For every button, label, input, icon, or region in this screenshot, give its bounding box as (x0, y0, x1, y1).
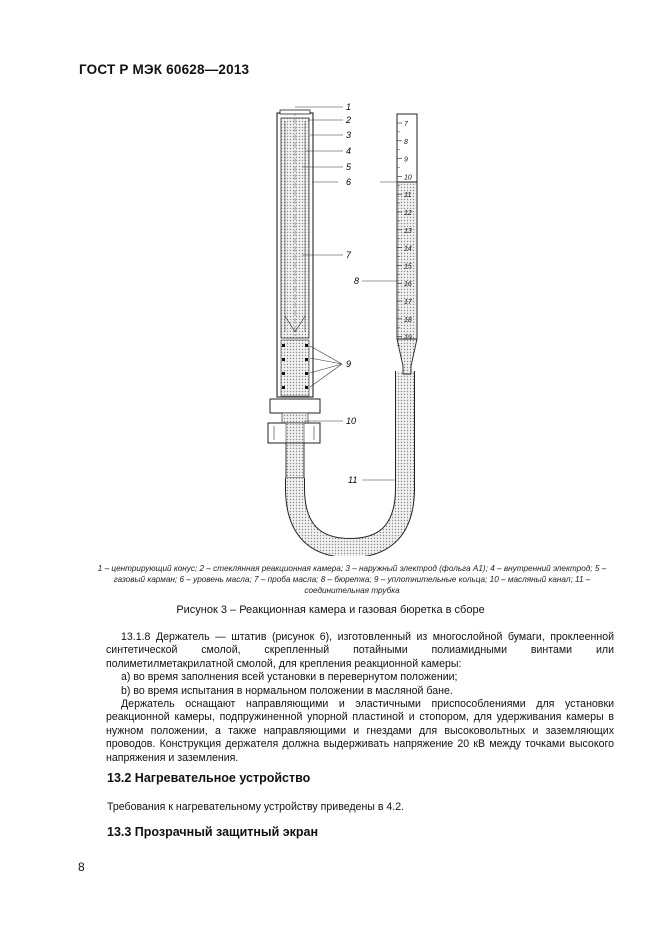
oil-channel (268, 423, 320, 443)
callout-1: 1 (346, 102, 352, 112)
paragraph-holder: 13.1.8 Держатель — штатив (рисунок 6), изготовленный из многослойной бумаги, проклеенной синтетической смолой, скрепленный потайными полиамидными винтами или полиметилметакрилатной смолой, для крепления реакционной камеры: (106, 631, 614, 670)
burette (397, 114, 417, 374)
section-13-1-8 (106, 631, 614, 765)
burette-scale-label: 15 (404, 263, 412, 271)
burette-scale-label: 18 (404, 316, 412, 324)
paragraph-holder-equipment: Держатель оснащают направляющими и эластичными приспособлениями для установки реакционной камеры, подпружиненной упорной пластиной и стопором, для удерживания камеры в нужном положении, а также направляющими и гнездами для высоковольтных и заземляющих проводов. Конструкция держателя должна выдерживать напряжение 20 кВ между точками высокого напряжения и заземления. (106, 698, 614, 764)
burette-scale-label: 8 (404, 138, 408, 146)
callout-7: 7 (346, 250, 352, 260)
callout-9: 9 (346, 359, 352, 369)
callout-11: 11 (348, 475, 358, 485)
callout-10: 10 (346, 416, 357, 426)
paragraph-13-2: Требования к нагревательному устройству приведены в 4.2. (107, 801, 405, 813)
figure-legend: 1 – центрирующий конус; 2 – стеклянная реакционная камера; 3 – наружный электрод (фольга A1); 4 – внутренний электрод; 5 – газовый карман; 6 – уровень масла; 7 – проба масла; 8 – бюретка; 9 – уплотнительные кольца; 10 – масляный канал; 11 – соединительная трубка (97, 564, 607, 595)
burette-scale-label: 14 (404, 245, 412, 253)
burette-scale-label: 9 (404, 156, 408, 164)
reaction-chamber (268, 110, 320, 478)
callout-8: 8 (354, 276, 360, 286)
list-item-a: a) во время заполнения всей установки в перевернутом положении; (121, 671, 458, 684)
page-number: 8 (78, 860, 85, 874)
callout-5: 5 (346, 162, 352, 172)
burette-scale-label: 13 (404, 227, 412, 235)
burette-scale-label: 12 (404, 210, 412, 217)
list-item-b: b) во время испытания в нормальном положении в масляной бане. (121, 684, 453, 697)
heading-13-2: 13.2 Нагревательное устройство (107, 771, 311, 785)
o-rings (281, 340, 309, 396)
standard-header: ГОСТ Р МЭК 60628—2013 (79, 62, 250, 77)
figure-reaction-chamber (190, 96, 470, 556)
figure-drawing (190, 96, 470, 556)
burette-scale-label: 17 (404, 299, 412, 306)
heading-13-3: 13.3 Прозрачный защитный экран (107, 825, 319, 839)
burette-scale-label: 19 (404, 334, 412, 342)
figure-title: Рисунок 3 – Реакционная камера и газовая бюретка в сборе (176, 604, 485, 616)
burette-scale-label: 7 (404, 121, 408, 128)
burette-scale-label: 11 (404, 192, 412, 200)
callout-4: 4 (346, 146, 352, 156)
callout-labels (345, 102, 359, 485)
burette-scale-label: 10 (404, 174, 412, 182)
callout-6: 6 (346, 177, 352, 187)
burette-scale-label: 16 (404, 281, 412, 289)
callout-3: 3 (346, 130, 352, 140)
callout-2: 2 (346, 115, 352, 125)
